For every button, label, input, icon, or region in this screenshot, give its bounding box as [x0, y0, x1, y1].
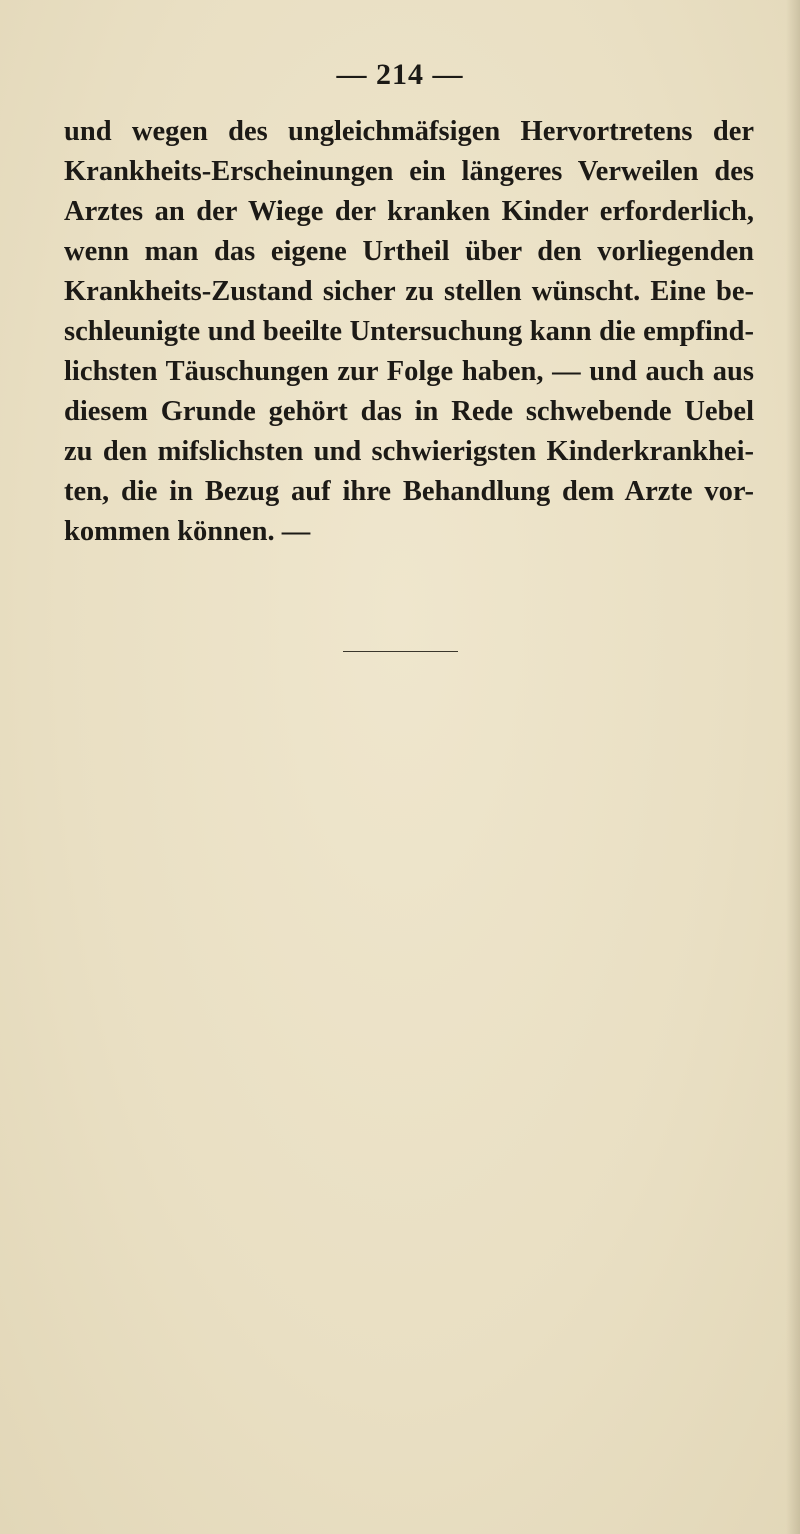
- text-line: zu den mifslichsten und schwierigsten Kinderkrankhei-: [64, 436, 754, 467]
- page-edge-shadow: [786, 0, 800, 1534]
- text-line: ten, die in Bezug auf ihre Behandlung dem Arzte vor-: [64, 476, 754, 507]
- text-line: Arztes an der Wiege der kranken Kinder erforderlich,: [64, 196, 754, 227]
- page-number: — 214 —: [336, 58, 464, 91]
- text-line: wenn man das eigene Urtheil über den vorliegenden: [64, 236, 754, 267]
- section-end-rule: [343, 651, 458, 652]
- text-line: Krankheits-Erscheinungen ein längeres Verweilen des: [64, 156, 754, 187]
- text-line-last: kommen können. —: [64, 516, 311, 547]
- text-line: schleunigte und beeilte Untersuchung kann die empfind-: [64, 316, 754, 347]
- text-line: Krankheits-Zustand sicher zu stellen wünscht. Eine be-: [64, 276, 754, 307]
- text-line: diesem Grunde gehört das in Rede schwebende Uebel: [64, 396, 754, 427]
- text-line: lichsten Täuschungen zur Folge haben, — und auch aus: [64, 356, 754, 387]
- text-line: und wegen des ungleichmäfsigen Hervortretens der: [64, 116, 754, 147]
- body-paragraph: [64, 112, 754, 552]
